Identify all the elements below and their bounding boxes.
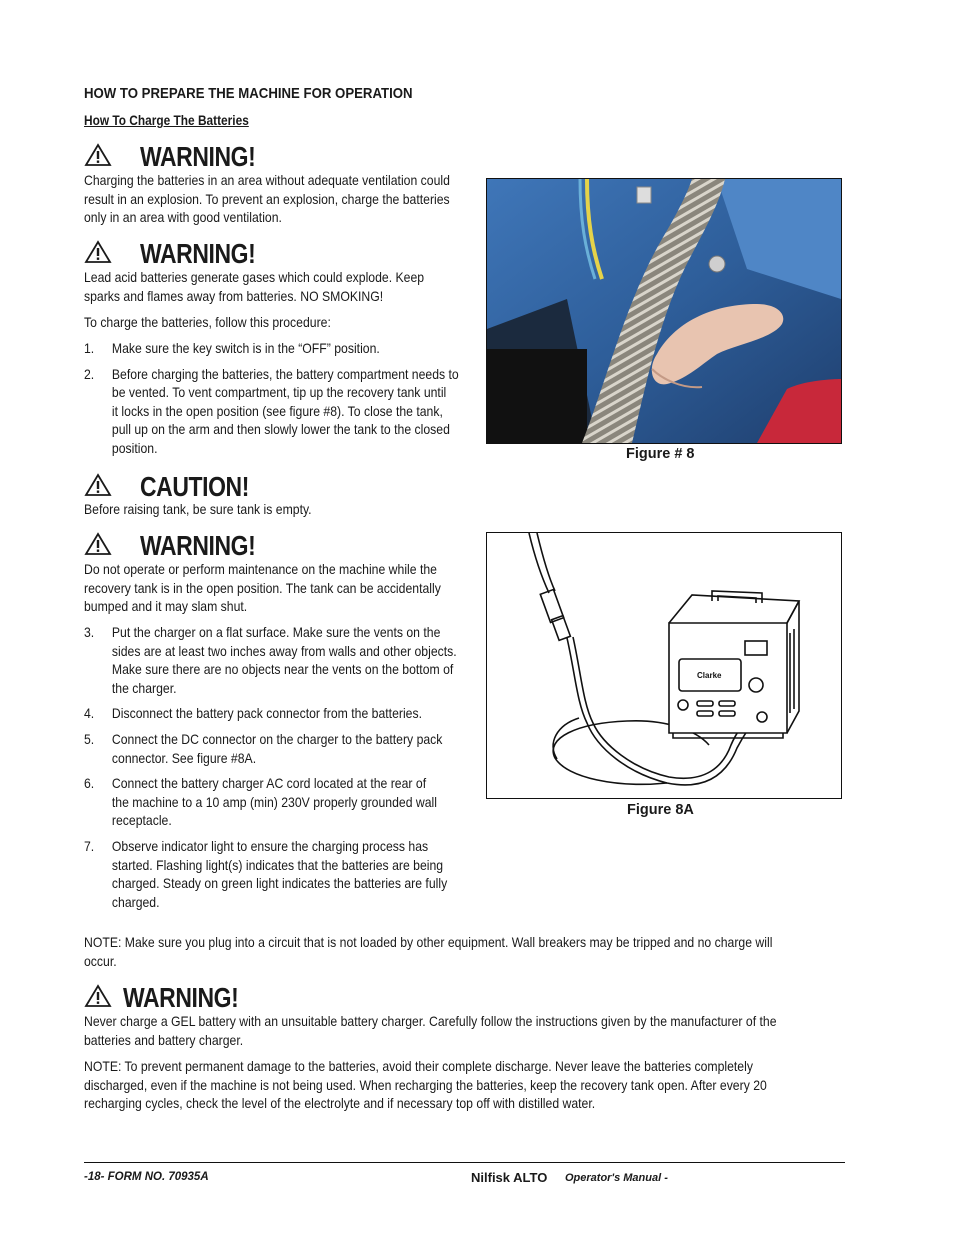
caution-text: Before raising tank, be sure tank is empty.	[84, 502, 312, 517]
warning-text-3: Do not operate or perform maintenance on the machine while the recovery tank is in the open position. The tank can be accidentally bumped and it may slam shut.	[84, 562, 441, 615]
warning-triangle-icon	[84, 984, 112, 1008]
list-item: 4. Disconnect the battery pack connector from the batteries.	[84, 706, 423, 722]
warning-text-1: Charging the batteries in an area without adequate ventilation could result in an explosion. To prevent an explosion, charge the batteries only in an area with good ventilation.	[84, 173, 450, 226]
warning-title-3: WARNING!	[140, 530, 256, 561]
warning-block-3	[84, 532, 112, 561]
figure-8-caption: Figure # 8	[626, 446, 695, 462]
figure-8a-drawing	[486, 532, 842, 799]
procedure-intro: To charge the batteries, follow this procedure:	[84, 315, 331, 330]
warning-title-2: WARNING!	[140, 238, 256, 269]
battery-charger-illustration	[487, 533, 841, 798]
battery-compartment-illustration	[487, 179, 841, 443]
list-item: 5. Connect the DC connector on the charger to the battery pack connector. See figure #8A.	[84, 731, 443, 766]
subsection-title: How To Charge The Batteries	[84, 113, 249, 128]
warning-triangle-icon	[84, 143, 112, 167]
caution-title: CAUTION!	[140, 471, 249, 502]
footer-form-number: -18- FORM NO. 70935A	[84, 1171, 209, 1183]
steps-list-b	[84, 624, 480, 912]
footer-divider	[84, 1162, 845, 1163]
list-item: 2. Before charging the batteries, the battery compartment needs to be vented. To vent compartment, tip up the recovery tank until it locks in the open position (see figure #8). To close the tank, pull up on the arm and then slowly lower the tank to the closed position.	[84, 366, 459, 456]
warning-title-4: WARNING!	[123, 982, 239, 1013]
figure-8-photo	[486, 178, 842, 444]
section-title: HOW TO PREPARE THE MACHINE FOR OPERATION	[84, 85, 413, 102]
note-1: NOTE: Make sure you plug into a circuit that is not loaded by other equipment. Wall breakers may be tripped and no charge will occur.	[84, 935, 773, 969]
warning-text-4: Never charge a GEL battery with an unsuitable battery charger. Carefully follow the instructions given by the manufacturer of the batteries and battery charger.	[84, 1014, 777, 1048]
warning-triangle-icon	[84, 473, 112, 497]
steps-list-a	[84, 340, 480, 459]
warning-block-1	[84, 143, 112, 172]
caution-block	[84, 473, 112, 502]
footer-manual-title: Operator's Manual -	[565, 1172, 668, 1184]
list-item: 6. Connect the battery charger AC cord located at the rear of the machine to a 10 amp (min) 230V properly grounded wall receptacle.	[84, 776, 437, 829]
note-2: NOTE: To prevent permanent damage to the batteries, avoid their complete discharge. Never leave the batteries completely discharged, even if the machine is not being used. When recharging the batteries, keep the recovery tank open. After every 20 recharging cycles, check the level of the electrolyte and if necessary top off with distilled water.	[84, 1059, 767, 1112]
list-item: 7. Observe indicator light to ensure the charging process has started. Flashing light(s) indicates that the batteries are being charged. Steady on green light indicates the batteries are fully charged.	[84, 838, 448, 910]
warning-triangle-icon	[84, 532, 112, 556]
warning-block-2	[84, 240, 112, 269]
list-item: 1. Make sure the key switch is in the “OFF” position.	[84, 341, 380, 356]
figure-8a-caption: Figure 8A	[627, 802, 694, 818]
warning-text-2: Lead acid batteries generate gases which could explode. Keep sparks and flames away from batteries. NO SMOKING!	[84, 270, 425, 304]
footer-brand: Nilfisk ALTO	[471, 1170, 548, 1185]
warning-title-1: WARNING!	[140, 141, 256, 172]
charger-brand-label: Clarke	[697, 671, 722, 680]
warning-triangle-icon	[84, 240, 112, 264]
warning-block-4	[84, 984, 112, 1013]
list-item: 3. Put the charger on a flat surface. Make sure the vents on the sides are at least two inches away from walls and other objects. Make sure there are no objects near the vents on the bottom of the charger.	[84, 625, 457, 696]
